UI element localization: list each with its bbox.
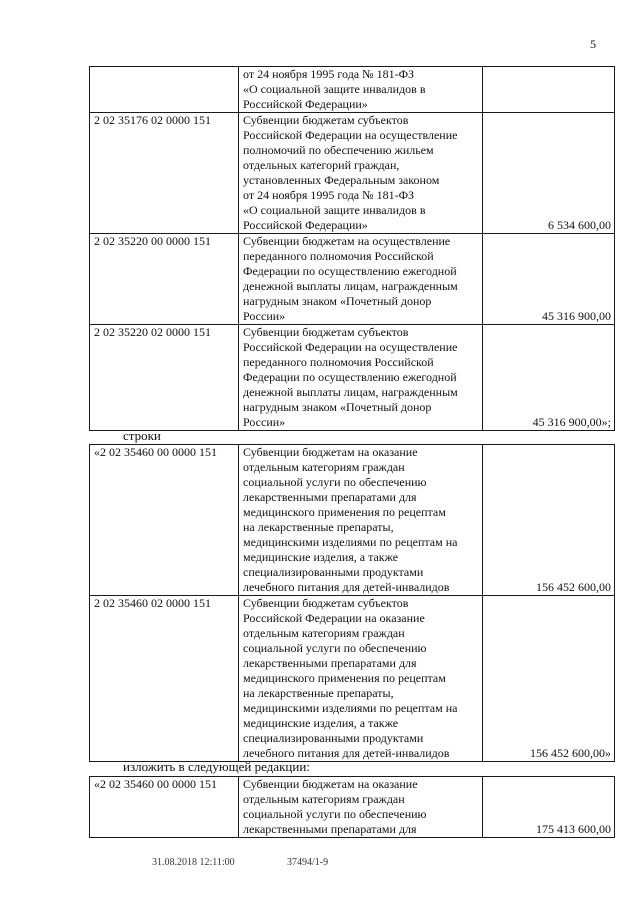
description-line: Федерации по осуществлению ежегодной: [243, 370, 457, 384]
description-line: лекарственными препаратами для: [243, 822, 417, 836]
description-cell: [239, 113, 483, 234]
amount-cell: [483, 67, 615, 113]
description-line: Субвенции бюджетам субъектов: [243, 113, 409, 127]
description-cell: [239, 445, 483, 596]
description-line: Субвенции бюджетам на осуществление: [243, 234, 451, 248]
amount-cell: 175 413 600,00: [483, 777, 615, 838]
footer-date: 31.08.2018 12:11:00: [152, 857, 235, 868]
description-line: России»: [243, 309, 286, 323]
budget-code-cell: «2 02 35460 00 0000 151: [90, 445, 239, 596]
description-line: отдельным категориям граждан: [243, 792, 405, 806]
description-line: медицинские изделия, а также: [243, 716, 399, 730]
description-line: «О социальной защите инвалидов в: [243, 203, 426, 217]
description-line: денежной выплаты лицам, награжденным: [243, 279, 458, 293]
description-line: лечебного питания для детей-инвалидов: [243, 746, 450, 760]
description-line: специализированными продуктами: [243, 731, 424, 745]
amount-cell: 6 534 600,00: [483, 113, 615, 234]
table-row: [90, 67, 615, 113]
description-line: медицинского применения по рецептам: [243, 671, 446, 685]
description-line: нагрудным знаком «Почетный донор: [243, 400, 432, 414]
description-line: России»: [243, 415, 286, 429]
budget-code-cell: 2 02 35220 00 0000 151: [90, 234, 239, 325]
description-cell: [239, 67, 483, 113]
description-line: социальной услуги по обеспечению: [243, 807, 427, 821]
amount-cell: 45 316 900,00»;: [483, 325, 615, 431]
budget-code-cell: 2 02 35460 02 0000 151: [90, 596, 239, 762]
description-cell: [239, 777, 483, 838]
amount-cell: 45 316 900,00: [483, 234, 615, 325]
description-line: отдельных категорий граждан,: [243, 158, 400, 172]
budget-code-cell: [90, 67, 239, 113]
description-line: социальной услуги по обеспечению: [243, 641, 427, 655]
description-line: от 24 ноября 1995 года № 181-ФЗ: [243, 67, 415, 81]
description-line: от 24 ноября 1995 года № 181-ФЗ: [243, 188, 415, 202]
table-row: [90, 234, 615, 325]
description-line: переданного полномочия Российской: [243, 249, 434, 263]
table-row: [90, 777, 615, 838]
description-line: Российской Федерации»: [243, 97, 368, 111]
description-line: медицинскими изделиями по рецептам на: [243, 535, 458, 549]
description-line: медицинские изделия, а также: [243, 550, 399, 564]
description-line: денежной выплаты лицам, награжденным: [243, 385, 458, 399]
description-line: специализированными продуктами: [243, 565, 424, 579]
description-line: лекарственными препаратами для: [243, 656, 417, 670]
description-line: на лекарственные препараты,: [243, 520, 394, 534]
description-line: «О социальной защите инвалидов в: [243, 82, 426, 96]
description-line: на лекарственные препараты,: [243, 686, 394, 700]
edit-label: изложить в следующей редакции:: [123, 759, 310, 774]
description-line: отдельным категориям граждан: [243, 626, 405, 640]
budget-code-cell: 2 02 35220 02 0000 151: [90, 325, 239, 431]
description-line: нагрудным знаком «Почетный донор: [243, 294, 432, 308]
description-line: Российской Федерации»: [243, 218, 368, 232]
amount-cell: 156 452 600,00: [483, 445, 615, 596]
budget-table-3: [89, 776, 615, 838]
footer-doc-code: 37494/1-9: [287, 857, 329, 868]
description-line: отдельным категориям граждан: [243, 460, 405, 474]
description-line: Субвенции бюджетам субъектов: [243, 325, 409, 339]
description-line: Федерации по осуществлению ежегодной: [243, 264, 457, 278]
table-row: [90, 113, 615, 234]
description-line: переданного полномочия Российской: [243, 355, 434, 369]
table-row: [90, 445, 615, 596]
description-line: социальной услуги по обеспечению: [243, 475, 427, 489]
description-line: лекарственными препаратами для: [243, 490, 417, 504]
description-line: медицинского применения по рецептам: [243, 505, 446, 519]
description-line: медицинскими изделиями по рецептам на: [243, 701, 458, 715]
budget-table-1: [89, 66, 615, 431]
description-line: лечебного питания для детей-инвалидов: [243, 580, 450, 594]
page-number: 5: [590, 37, 596, 51]
budget-code-cell: 2 02 35176 02 0000 151: [90, 113, 239, 234]
description-line: Субвенции бюджетам субъектов: [243, 596, 409, 610]
description-line: Российской Федерации на осуществление: [243, 128, 458, 142]
description-cell: [239, 325, 483, 431]
description-cell: [239, 596, 483, 762]
description-line: Российской Федерации на оказание: [243, 611, 425, 625]
budget-code-cell: «2 02 35460 00 0000 151: [90, 777, 239, 838]
description-line: Российской Федерации на осуществление: [243, 340, 458, 354]
rows-label: строки: [123, 428, 161, 443]
description-line: полномочий по обеспечению жильем: [243, 143, 434, 157]
budget-table-2: [89, 444, 615, 762]
table-row: [90, 325, 615, 431]
table-row: [90, 596, 615, 762]
description-line: Субвенции бюджетам на оказание: [243, 777, 418, 791]
description-line: Субвенции бюджетам на оказание: [243, 445, 418, 459]
amount-cell: 156 452 600,00»: [483, 596, 615, 762]
description-cell: [239, 234, 483, 325]
description-line: установленных Федеральным законом: [243, 173, 440, 187]
